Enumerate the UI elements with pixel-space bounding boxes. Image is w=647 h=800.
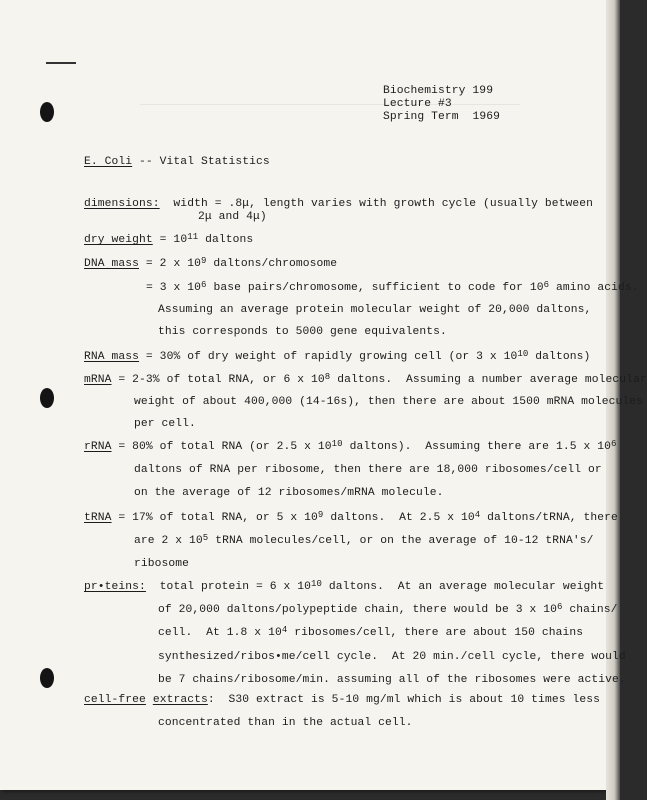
mrna-label: mRNA (84, 374, 112, 386)
rrna-text-mid: daltons). Assuming there are 1.5 x 10 (342, 441, 611, 453)
dry-weight-value: = 10 (152, 234, 188, 246)
extracts-label: extracts (152, 694, 208, 706)
dry-weight-line (84, 233, 253, 247)
dna-basepairs-end: amino acids. (549, 282, 639, 294)
proteins-line (84, 580, 604, 594)
dimensions-line (84, 197, 593, 211)
dna-mass-label: DNA mass (84, 258, 140, 270)
rna-mass-end: daltons) (528, 351, 591, 363)
proteins-label: pr•teins: (84, 581, 146, 593)
rrna-text: = 80% of total RNA (or 2.5 x 10 (111, 441, 332, 453)
proteins-line-4: synthesized/ribos•me/cell cycle. At 20 min./cell cycle, there would (158, 651, 626, 663)
dna-mass-line (84, 257, 337, 271)
rrna-line (84, 440, 617, 454)
proteins-text: total protein = 6 x 10 (145, 581, 312, 593)
dry-weight-label: dry weight (84, 234, 153, 246)
mrna-exponent: 8 (324, 372, 331, 382)
proteins-text-end: daltons. At an average molecular weight (322, 581, 605, 593)
lecture-number: Lecture #3 (383, 98, 452, 110)
dna-basepairs-line (146, 281, 639, 295)
rna-mass-text: = 30% of dry weight of rapidly growing cell (or 3 x 10 (139, 351, 518, 363)
dry-weight-unit: daltons (198, 234, 254, 246)
title-organism: E. Coli (84, 156, 133, 168)
rrna-line-2: daltons of RNA per ribosome, then there are 18,000 ribosomes/cell or (134, 464, 602, 476)
rrna-exponent-2: 6 (610, 439, 617, 449)
course-name: Biochemistry 199 (383, 85, 494, 97)
proteins-line-2 (158, 603, 618, 617)
cell-free-line (84, 693, 600, 707)
mrna-line-3: per cell. (134, 418, 196, 430)
dna-mass-exponent: 9 (200, 256, 207, 266)
trna-l2-end: tRNA molecules/cell, or on the average of 10-12 tRNA's/ (208, 535, 594, 547)
dna-aminoacid-exponent: 6 (543, 280, 550, 290)
proteins-l3-exponent: 4 (281, 625, 288, 635)
mrna-line-2: weight of about 400,000 (14-16s), then there are about 1500 mRNA molecules (134, 396, 644, 408)
trna-l2-text: are 2 x 10 (134, 535, 203, 547)
trna-text-mid: daltons. At 2.5 x 10 (323, 512, 475, 524)
proteins-exponent: 10 (311, 579, 323, 589)
dry-weight-exponent: 11 (187, 232, 199, 242)
trna-text-end: daltons/tRNA, there (480, 512, 618, 524)
page-title (84, 155, 270, 169)
dna-basepairs-text: base pairs/chromosome, sufficient to code for 10 (206, 282, 544, 294)
proteins-line-3 (158, 626, 583, 640)
dimensions-line-2: 2μ and 4μ) (198, 211, 267, 223)
proteins-l2-text: of 20,000 daltons/polypeptide chain, there would be 3 x 10 (158, 604, 557, 616)
dna-mass-unit: daltons/chromosome (206, 258, 338, 270)
rna-mass-line (84, 350, 590, 364)
mrna-text-end: daltons. Assuming a number average molecular (330, 374, 647, 386)
trna-line (84, 511, 618, 525)
dimensions-text: width = .8μ, length varies with growth cycle (usually between (159, 198, 594, 210)
rrna-line-3: on the average of 12 ribosomes/mRNA molecule. (134, 487, 444, 499)
dna-assumption-line: Assuming an average protein molecular weight of 20,000 daltons, (158, 304, 592, 316)
cell-free-line-2: concentrated than in the actual cell. (158, 717, 413, 729)
rrna-label: rRNA (84, 441, 112, 453)
mrna-line (84, 373, 647, 387)
trna-exponent: 9 (317, 510, 324, 520)
proteins-line-5: be 7 chains/ribosome/min. assuming all of the ribosomes were active. (158, 674, 626, 686)
term-line (383, 110, 500, 124)
bleed-through (140, 104, 520, 105)
trna-line-2 (134, 534, 594, 548)
trna-line-3: ribosome (134, 558, 190, 570)
dimensions-label: dimensions: (84, 198, 160, 210)
title-rest: -- Vital Statistics (132, 156, 270, 168)
proteins-l2-exponent: 6 (557, 602, 563, 612)
rna-mass-exponent: 10 (517, 349, 529, 359)
cell-free-label: cell-free (84, 694, 146, 706)
dna-mass-value: = 2 x 10 (139, 258, 201, 270)
dna-gene-line: this corresponds to 5000 gene equivalents. (158, 326, 447, 338)
rna-mass-label: RNA mass (84, 351, 140, 363)
rrna-exponent: 10 (331, 439, 343, 449)
trna-exponent-2: 4 (474, 510, 481, 520)
cell-free-text: : S30 extract is 5-10 mg/ml which is about 10 times less (207, 694, 600, 706)
term-label: Spring Term (383, 111, 459, 123)
proteins-l2-end: chains/ (562, 604, 618, 616)
term-year: 1969 (472, 111, 500, 123)
proteins-l3-end: ribosomes/cell, there are about 150 chains (287, 627, 584, 639)
trna-label: tRNA (84, 512, 112, 524)
dna-basepairs-exponent: 6 (201, 280, 207, 290)
proteins-l3-text: cell. At 1.8 x 10 (158, 627, 282, 639)
trna-l2-exponent: 5 (202, 533, 209, 543)
trna-text: = 17% of total RNA, or 5 x 10 (111, 512, 318, 524)
mrna-text: = 2-3% of total RNA, or 6 x 10 (111, 374, 325, 386)
dna-basepairs-value: = 3 x 10 (146, 282, 202, 294)
